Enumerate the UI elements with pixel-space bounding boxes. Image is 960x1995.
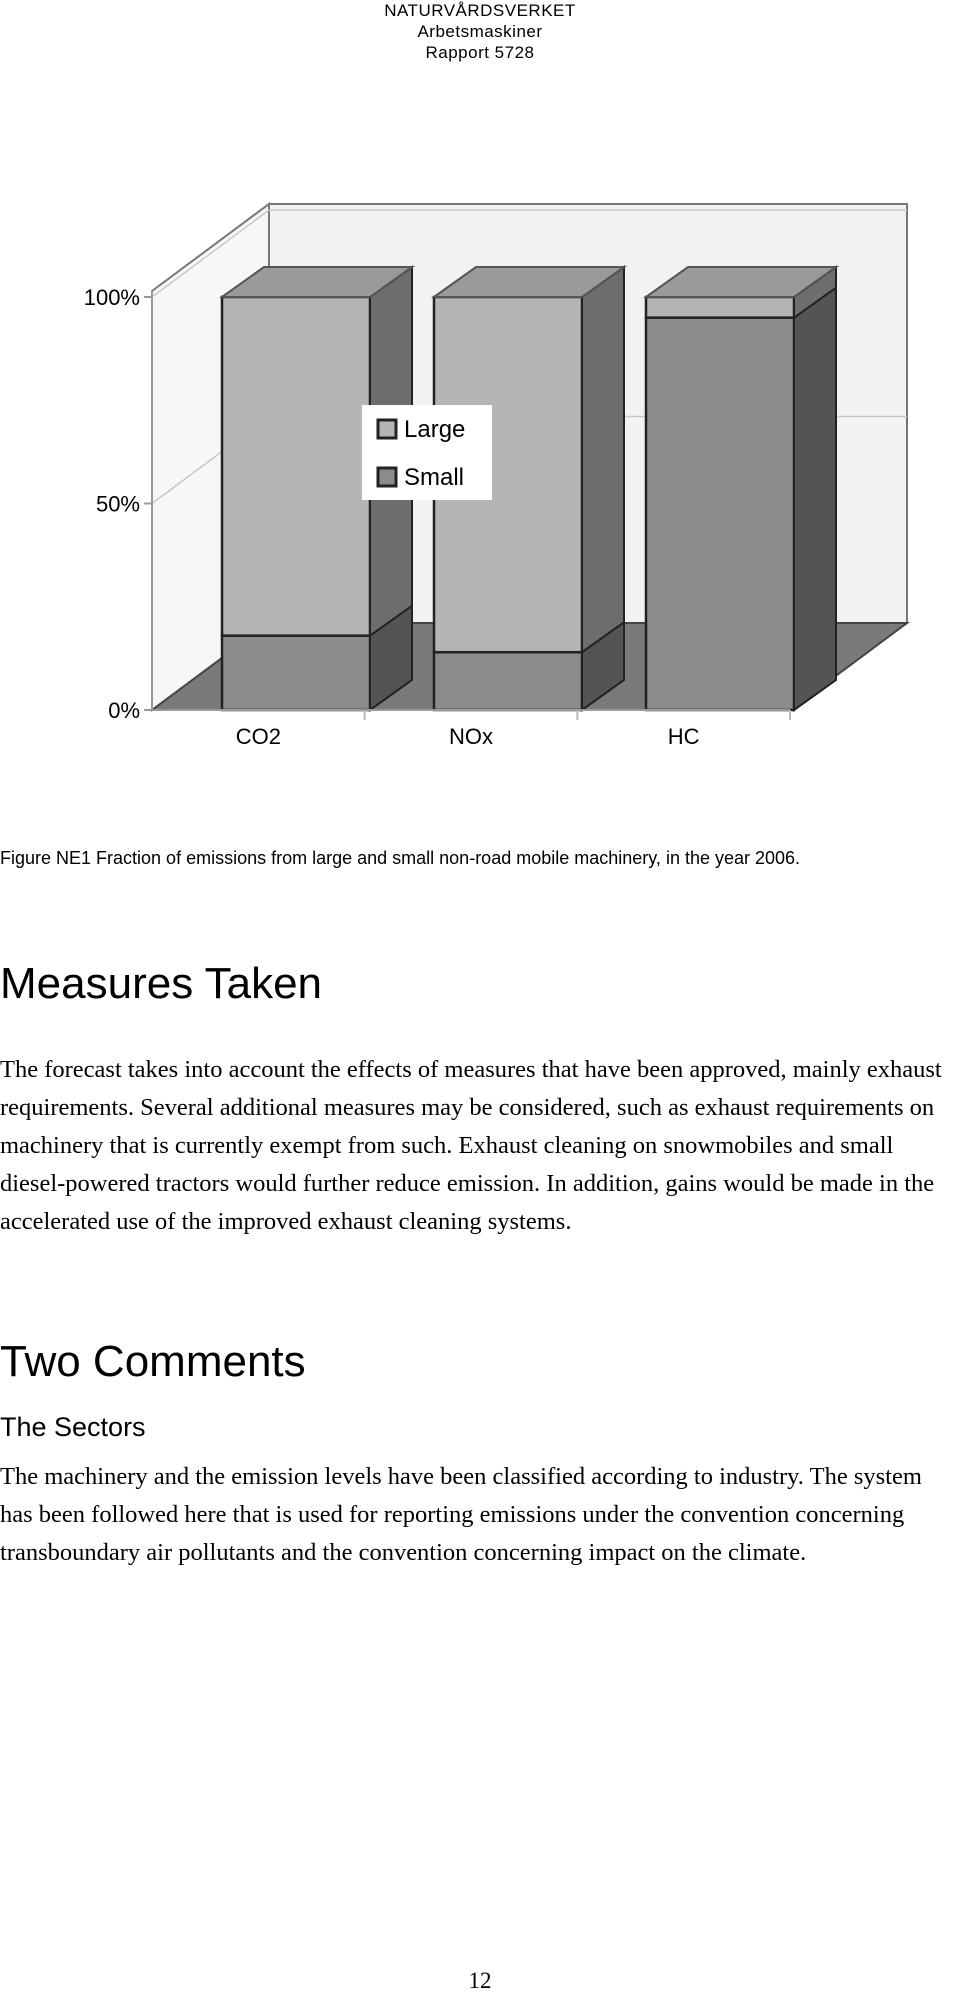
legend-swatch (378, 468, 396, 486)
page-number: 12 (468, 1968, 492, 1993)
bar-front (646, 297, 794, 318)
legend-swatch (378, 420, 396, 438)
legend-label: Large (404, 416, 466, 443)
bar-front (434, 652, 582, 710)
x-tick-label: NOx (449, 724, 493, 749)
paragraph-sectors: The machinery and the emission levels have been classified according to industry. The system has been followed here that is used for reporting emissions under the convention concerning transboundary air pollutants and the convention concerning impact on the climate. (0, 1463, 922, 1566)
bar-front (646, 318, 794, 710)
bar-side (794, 288, 836, 710)
y-tick-label: 0% (108, 698, 140, 723)
header-title: Arbetsmaskiner (417, 22, 543, 41)
heading-two-comments: Two Comments (0, 1337, 306, 1386)
emissions-bar-chart (0, 195, 960, 765)
x-tick-label: HC (667, 724, 700, 749)
bar-hc-small (646, 288, 836, 710)
figure-caption: Figure NE1 Fraction of emissions from large and small non-road mobile machinery, in the year 2006. (0, 848, 801, 868)
header-report-number: Rapport 5728 (425, 43, 535, 62)
x-tick-label: CO2 (235, 724, 281, 749)
y-tick-label: 50% (95, 491, 140, 517)
y-tick-label: 100% (83, 285, 140, 310)
chart-bars (222, 267, 836, 710)
report-header (0, 0, 960, 63)
header-agency: NATURVÅRDSVERKET (384, 1, 576, 20)
bar-front (222, 636, 370, 710)
chart-legend (362, 405, 492, 500)
bar-front (222, 297, 370, 636)
legend-label: Small (404, 464, 465, 491)
paragraph-measures: The forecast takes into account the effects of measures that have been approved, mainly exhaust requirements. Several additional measures may be considered, such as exhaust requirements on machinery that is currently exempt from such. Exhaust cleaning on snowmobiles and small diesel-powered tractors would further reduce emission. In addition, gains would be made in the accelerated use of the improved exhaust cleaning systems. (0, 1056, 942, 1235)
subheading-the-sectors: The Sectors (0, 1412, 146, 1442)
heading-measures-taken: Measures Taken (0, 959, 323, 1008)
bar-side (582, 267, 624, 652)
